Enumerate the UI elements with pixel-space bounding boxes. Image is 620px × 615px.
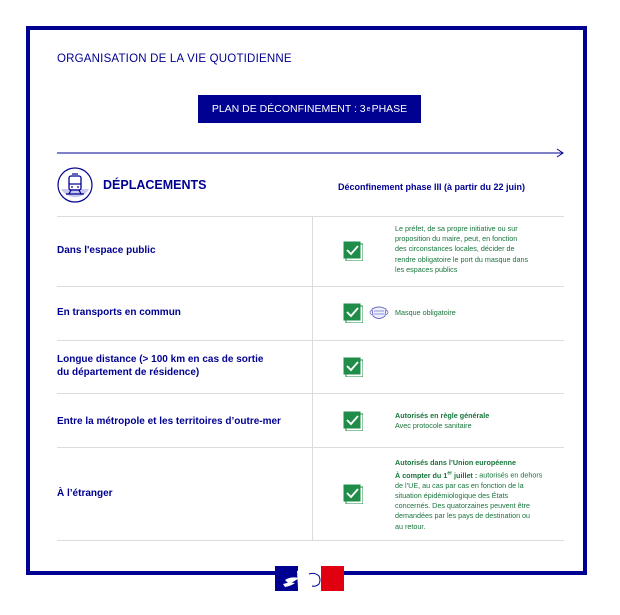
check-icon — [343, 411, 363, 431]
marianne-icon — [275, 566, 344, 591]
row-label-public-space: Dans l'espace public — [57, 245, 156, 256]
note-public-transport: Masque obligatoire — [395, 308, 456, 317]
check-icon — [343, 241, 363, 261]
check-icon — [343, 303, 363, 323]
phase-sup: e — [366, 105, 371, 113]
phase-banner — [198, 95, 421, 123]
arrow-right-icon — [57, 148, 567, 158]
check-icon — [343, 484, 363, 504]
row-label-abroad: À l’étranger — [57, 488, 113, 499]
divider — [57, 286, 564, 287]
note-public-space: Le préfet, de sa propre initiative ou sur proposition du maire, peut, en fonction des circonstances locales, décider de rendre obligatoire le port du masque dans les espaces publics — [395, 224, 529, 274]
divider — [57, 447, 564, 448]
mask-icon — [368, 303, 390, 323]
phase-suffix: PHASE — [371, 103, 408, 115]
divider — [57, 216, 564, 217]
divider — [57, 540, 564, 541]
column-header: Déconfinement phase III (à partir du 22 juin) — [338, 182, 526, 192]
tram-icon — [57, 167, 93, 203]
category-title: DÉPLACEMENTS — [103, 178, 207, 192]
column-divider — [312, 216, 313, 540]
row-label-public-transport: En transports en commun — [57, 307, 181, 318]
note-abroad: Autorisés dans l’Union européenne À compter du 1er juillet : autorisés en dehors de l’UE, au cas par cas en fonction de la situation épidémiologique des États concernés. Des quatorzaines peuvent être demandées par les pays de destination ou au retour. — [395, 458, 543, 531]
row-label-overseas: Entre la métropole et les territoires d’outre-mer — [57, 416, 281, 427]
note-overseas: Autorisés en règle générale Avec protocole sanitaire — [395, 411, 490, 431]
divider — [57, 340, 564, 341]
phase-prefix: PLAN DE DÉCONFINEMENT : 3 — [211, 103, 366, 115]
divider — [57, 393, 564, 394]
check-icon — [343, 357, 363, 377]
section-title: ORGANISATION DE LA VIE QUOTIDIENNE — [57, 53, 292, 65]
row-label-long-distance: Longue distance (> 100 km en cas de sortie du département de résidence) — [57, 354, 264, 378]
